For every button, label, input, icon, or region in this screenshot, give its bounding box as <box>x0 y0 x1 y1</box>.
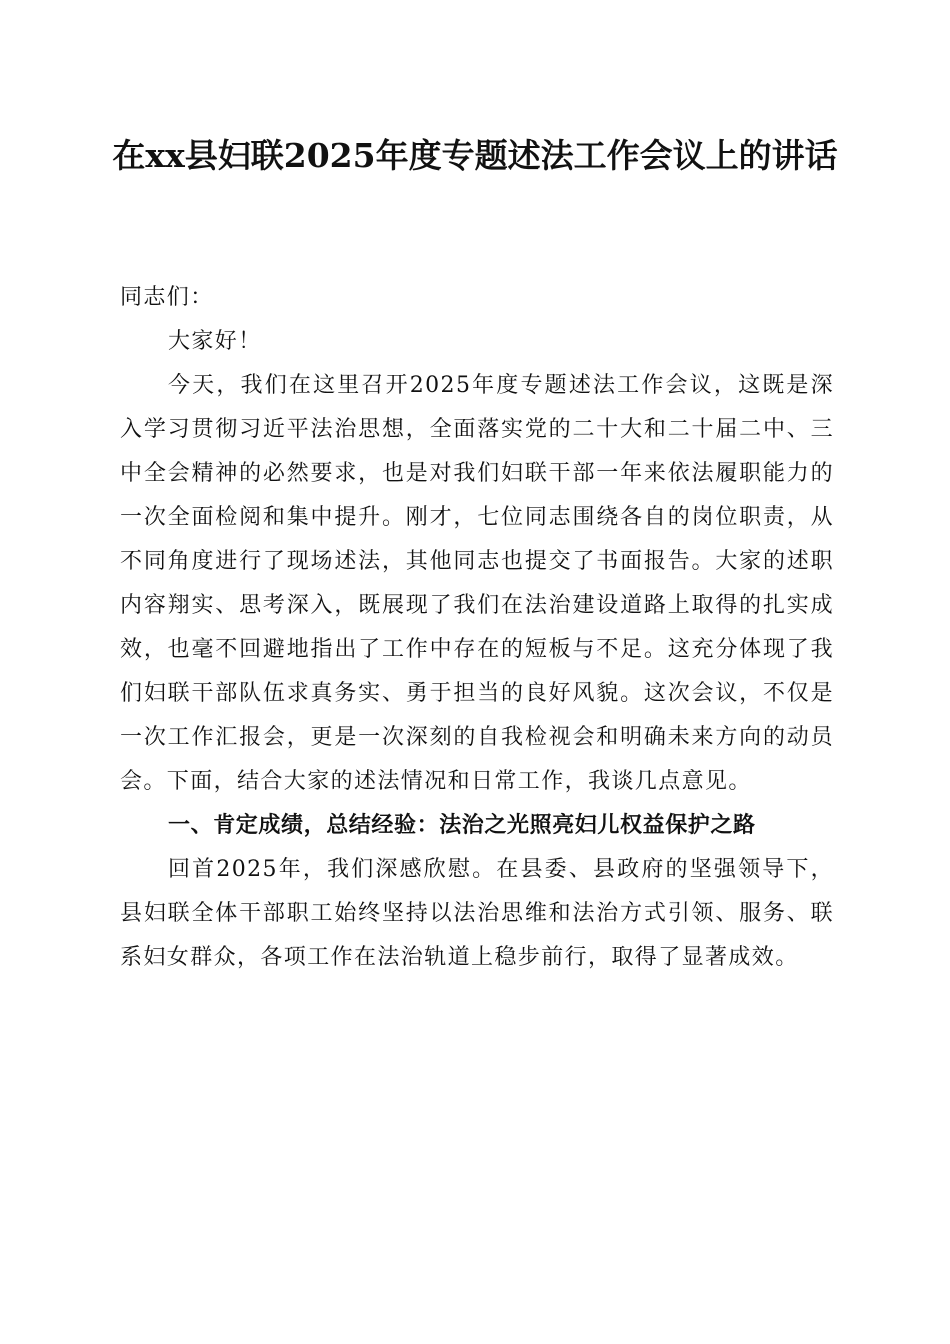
paragraph-opening: 今天，我们在这里召开2025年度专题述法工作会议，这既是深入学习贯彻习近平法治思想，全面落实党的二十大和二十届二中、三中全会精神的必然要求，也是对我们妇联干部一年来依法履职能力的一次全面检阅和集中提升。刚才，七位同志围绕各自的岗位职责，从不同角度进行了现场述法，其他同志也提交了书面报告。大家的述职内容翔实、思考深入，既展现了我们在法治建设道路上取得的扎实成效，也毫不回避地指出了工作中存在的短板与不足。这充分体现了我们妇联干部队伍求真务实、勇于担当的良好风貌。这次会议，不仅是一次工作汇报会，更是一次深刻的自我检视会和明确未来方向的动员会。下面，结合大家的述法情况和日常工作，我谈几点意见。 <box>120 373 834 794</box>
document-title: 在xx县妇联2025年度专题述法工作会议上的讲话 <box>112 136 838 175</box>
document-body <box>120 276 834 980</box>
section-heading-1: 一、肯定成绩，总结经验：法治之光照亮妇儿权益保护之路 <box>168 813 756 838</box>
greeting: 大家好！ <box>168 329 262 354</box>
paragraph-review: 回首2025年，我们深感欣慰。在县委、县政府的坚强领导下，县妇联全体干部职工始终坚持以法治思维和法治方式引领、服务、联系妇女群众，各项工作在法治轨道上稳步前行，取得了显著成效。 <box>120 857 834 970</box>
salutation: 同志们： <box>120 285 214 310</box>
